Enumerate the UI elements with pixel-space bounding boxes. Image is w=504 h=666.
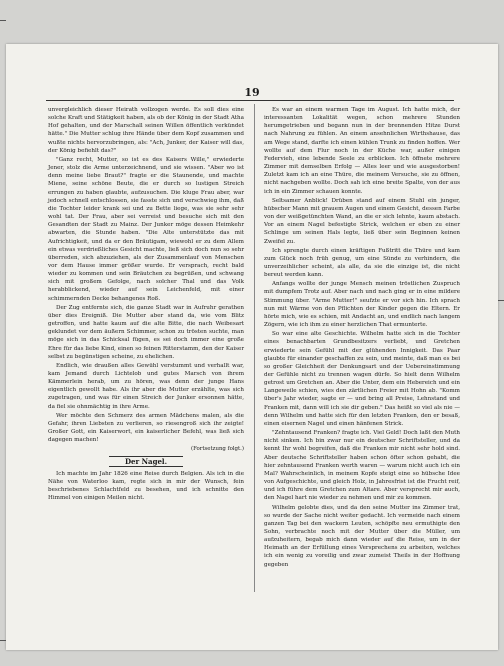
paragraph: "Zehntausend Franken? fragte ich. Viel Geld! Doch laßt den Muth nicht sinken. Ich bin zwar nur ein deutscher Schriftsteller, und da kennt Ihr wohl begreifen, daß die Franken mir nicht sehr hold sind. Aber deutsche Schriftsteller haben schon öfter schon gehabt, die hier zehntausend Franken werth waren — warum nicht auch ich ein Mal? Wahrscheinlich, in meinem Kopfe steigt eine so hübsche Idee von Aufgeschichte, und gleich Holz, in Jahresfrist ist die Frucht reif, und ich führe dem Gretchen zum Altare. Aber versprecht mir auch, den Nagel hart nie wieder zu nehmen und mir zu kommen. bbox=[264, 430, 460, 502]
paragraph: Der Zug entfernte sich, die ganze Stadt war in Aufruhr gerathen über dies Ereigniß. Die Mutter aber stand da, wie vom Blitz getroffen, und hatte kaum auf die alte Bitte, die nach Weibesart geklundet vor dem äußern Schimmer, schon zu trösten suchte, man möge sich in das Schicksal fügen, es sei doch immer eine große Ehre für das liebe Kind, einen so feinen Ritterstamm, den der Kaiser selbst zu begünstigen scheine, zu ehelichen. bbox=[48, 304, 244, 360]
paragraph: Wilhelm gelobte dies, und da den seine Mutter ins Zimmer trat, so wurde der Sache nicht weiter gedacht. Ich vermeide nach einem ganzen Tag bei den wackern Leuten, schöpfte neu ermuthigte den Sohn, verbrachte noch mit der Mutter über die Müller, um aufzuheitern, begab mich dann wieder auf die Reise, um in der Heimath an der Erfüllung eines Versprechens zu arbeiten, welches ich ein wenig zu voreilig und zwar zumeist Theils in der Hoffnung gegeben bbox=[264, 504, 460, 568]
paragraph: So war eine alte Geschichte. Wilhelm hatte sich in die Tochter eines benachbarten Grundbesitzers verliebt, und Gretchen erwiederte sein Gefühl mit der glühenden Innigkeit. Das Paar glaubte für einander geschaffen zu sein, und meinte, daß man es bei so großer Gleichheit der Denkungsart und der Uebereinstimmung der Gefühle nicht zu trennen wagen dürfe. So hielt denn Wilhelm getrost um Gretchen an. Aber die Unter, dem ein Hebereich und ein Langeweile schien, wies den zärtlichen Freier mit Hohn ab. "Komm über's Jahr wieder, sagte er — und bring all Preise, Lehnstand und Franken mit, dann will ich sie dir geben." Das heißt so viel als nie — denn Wilhelm und hatte sich für den letzten Franken, den er besaß, einen eisernen Nagel und einen hänfenen Strick. bbox=[264, 331, 460, 427]
section-title bbox=[48, 457, 244, 467]
page-number: 19 bbox=[244, 86, 260, 99]
crop-mark bbox=[0, 640, 6, 641]
header-rule bbox=[46, 100, 454, 101]
paragraph: Seltsamer Anblick! Drüben stand auf einem Stuhl ein junger, hübscher Mann mit grauem Augen und einem Gesicht, dessen Farbe von der weißgetünchten Wand, an die er sich lehnte, kaum abstach. Vor an einem Nagel befestigte Strick, welchen er eben zu einer Schlinge um seinen Hals legte, ließ über sein Beginnen keinen Zweifel zu. bbox=[264, 197, 460, 245]
paragraph: Ich sprengte durch einen kräftigen Fußtritt die Thüre und kam zum Glück noch früh genug, um eine Sünde zu verhindern, die unverzeihlicher scheint, als alle, da sie die einzige ist, die nicht bereut werden kann. bbox=[264, 247, 460, 279]
newspaper-page bbox=[6, 44, 498, 650]
crop-mark bbox=[498, 300, 504, 301]
paragraph: unvergleichlich dieser Heirath vollzogen werde. Es soll dies eine solche Kraft und Stätigkeit haben, als ob der König in der Stadt Atha Hof gehalten, und der Marschall seinen Willen öffentlich verkündet hätte." Die Mutter schlug ihre Hände über dem Kopf zusammen und wußte nichts hervorzubringen, als: "Ach, Junker, der Kaiser will das, der König befiehlt das?" bbox=[48, 107, 244, 154]
paragraph: Es war an einem warmen Tage im August. Ich hatte mich, der interessanten Lokalität wegen, schon mehrere Stunden herumgetrieben und begann nun in der brennenden Hitze Durst nach Nahrung zu fühlen. An einem ansehnlichen Wirthshause, das am Wege stand, darfte ich einen kühlen Trunk zu finden hoffen. Wer wollte auf dem Flur noch in der Küche war, außer einigen Federvieh, eine lebende Seele zu erblicken. Ich öffnete mehrere Zimmer mit demselben Erfolg — Alles leer und wie ausgestorben! Zuletzt kam ich an eine Thüre, die meinem Versuche, sie zu öffnen, nicht nachgeben wollte. Doch sah ich eine breite Spalte, von der aus ich in ein Zimmer schauen konnte. bbox=[264, 107, 460, 195]
paragraph: Endlich, wie draußen alles Gewühl verstummt und verhallt war, kam Jemand durch Lichtelob und gutes Marsch von ihrem Kämmerlein herab, um zu hören, was denn der junge Hans eigentlich gewollt habe. Als ihr aber die Mutter erzählte, was sich zugetragen, und was für einen Streich der Junker ersonnen hätte, da fiel sie ohnmächtig in ihre Arme. bbox=[48, 362, 244, 410]
continuation-note: (Fortsetzung folgt.) bbox=[190, 446, 244, 453]
paragraph: Anfangs wollte der junge Mensch meinen tröstlichen Zuspruch mit dumpfem Trotz auf. Aber nach und nach ging er in eine mildere Stimmung über. "Arme Mutter!" seufzte er vor sich hin. Ich sprach nun mit Wärme von den Pflichten der Kinder gegen die Eltern. Er hörte mich, wie es schien, mit Andacht an, und endlich nach langem Zögern, wie ich ihm zu einer herzlichen That ermunterte. bbox=[264, 281, 460, 329]
paragraph: Wer möchte den Schmerz des armen Mädchens malen, als die Gefahr, ihren Liebsten zu verlieren, so riesengroß sich ihr zeigte! Großer Gott, ein Kaiserwort, ein kaiserlicher Befehl, was ließ sich dagegen machen! bbox=[48, 412, 244, 444]
crop-mark bbox=[0, 20, 6, 21]
paragraph: "Ganz recht, Mutter, so ist es des Kaisers Wille," erwiederte Jener, stolz die Arme unterzeichnend, und sie wissen. "Aber wo ist denn meine liebe Braut?" fragte er die Staunende, und machte Miene, seine schöne Beute, die er durch so lustigen Streich errungen zu haben glaubte, aufzusuchen. Die kluge Frau aber, war jedoch schnell entschlossen, sie fasste sich und verschwieg ihm, daß die Tochter leider krank sei und zu Bette liege, was sie sehr sehr wohl tat. Der Frau, aber sei verreist und besuche sich mit den Gesandten der Stadt zu Mainz. Der Junker möge dessen Heimkehr abwarten, die Stunde haben. "Die Alte unterstützte das mit Aufrichtigkeit, und da er den Bräutigam, wiewohl er zu dem Allem ein etwas verdrießliches Gesicht machte, ließ sich doch nun so sehr überreden, sich abzuziehen, als der Zusammenlauf von Menschen vor dem Hause immer größer wurde. Er versprach, recht bald wieder zu kommen und sein Bräutchen zu begrüßen, und schwang sich mit großem Gefolge, nach solcher Thal und das Volk herabblickend, wieder auf sein Leichenfeld, mit einer schimmernden Decke behangenes Roß. bbox=[48, 156, 244, 302]
section-title-text: Der Nagel. bbox=[109, 456, 183, 467]
paragraph: Ich machte im Jahr 1826 eine Reise durch Belgien. Als ich in die Nähe von Waterloo kam, regte sich in mir der Wunsch, fein beschriebenes Schlachtfeld zu besehen, und ich schnitte den Himmel von einigen Meilen nicht. bbox=[48, 470, 244, 502]
column-divider bbox=[254, 104, 255, 592]
right-column bbox=[264, 106, 460, 570]
left-column bbox=[48, 106, 244, 503]
